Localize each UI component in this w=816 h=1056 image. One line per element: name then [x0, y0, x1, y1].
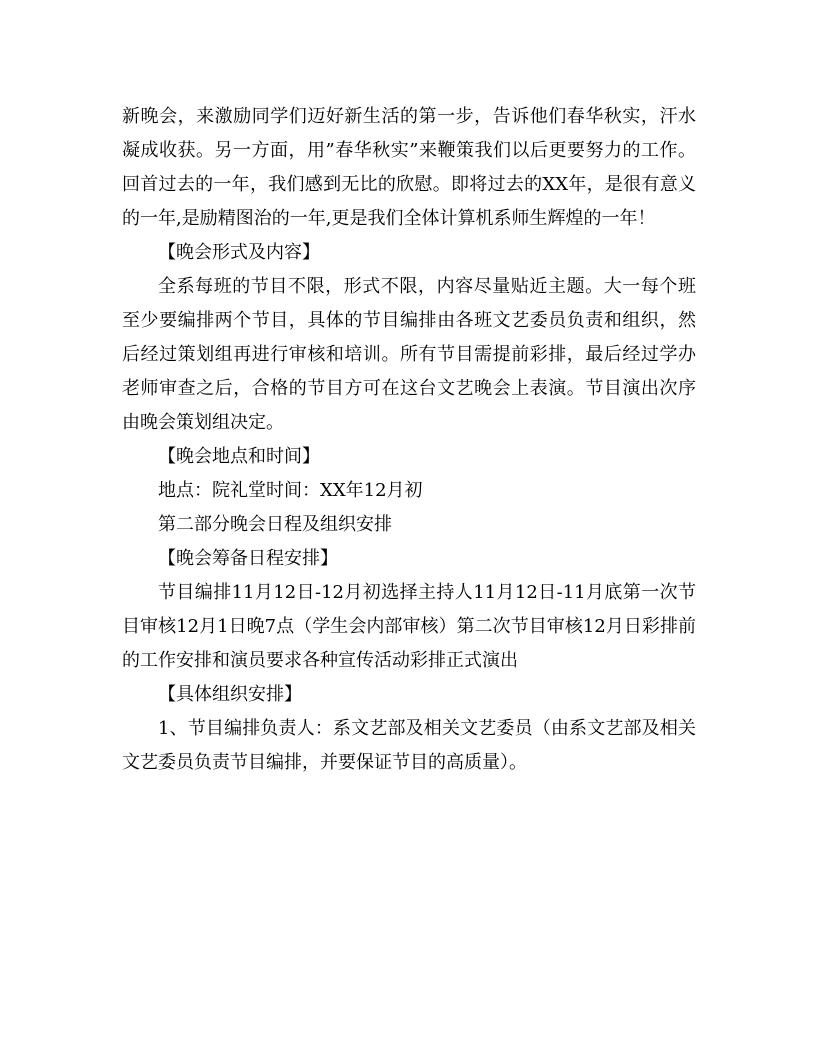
paragraph-location-time: 地点：院礼堂时间：XX年12月初	[158, 480, 423, 501]
section-heading-location-time: 【晚会地点和时间】	[158, 446, 320, 467]
paragraph-preparation-schedule: 节目编排11月12日-12月初选择主持人11月12日-11月底第一次节目审核12月1日晚7点（学生会内部审核）第二次节目审核12月日彩排前的工作安排和演员要求各种宣传活动彩排正式演出	[122, 582, 696, 671]
paragraph-format-content: 全系每班的节目不限，形式不限，内容尽量贴近主题。大一每个班至少要编排两个节目，具体的节目编排由各班文艺委员负责和组织，然后经过策划组再进行审核和培训。所有节目需提前彩排，最后经过学办老师审查之后，合格的节目方可在这台文艺晚会上表演。节目演出次序由晚会策划组决定。	[122, 276, 696, 433]
document-body	[122, 100, 696, 780]
paragraph-intro: 新晚会，来激励同学们迈好新生活的第一步，告诉他们春华秋实，汗水凝成收获。另一方面，用”春华秋实”来鞭策我们以后更要努力的工作。回首过去的一年，我们感到无比的欣慰。即将过去的XX年，是很有意义的一年,是励精图治的一年,更是我们全体计算机系师生辉煌的一年！	[122, 106, 696, 229]
section-heading-format: 【晚会形式及内容】	[158, 242, 320, 263]
part-heading-schedule: 第二部分晚会日程及组织安排	[158, 514, 392, 535]
paragraph-organization-item-1: 1、节目编排负责人：系文艺部及相关文艺委员（由系文艺部及相关文艺委员负责节目编排，并要保证节目的高质量）。	[122, 718, 696, 773]
section-heading-preparation: 【晚会筹备日程安排】	[158, 548, 338, 569]
section-heading-organization: 【具体组织安排】	[158, 684, 302, 705]
